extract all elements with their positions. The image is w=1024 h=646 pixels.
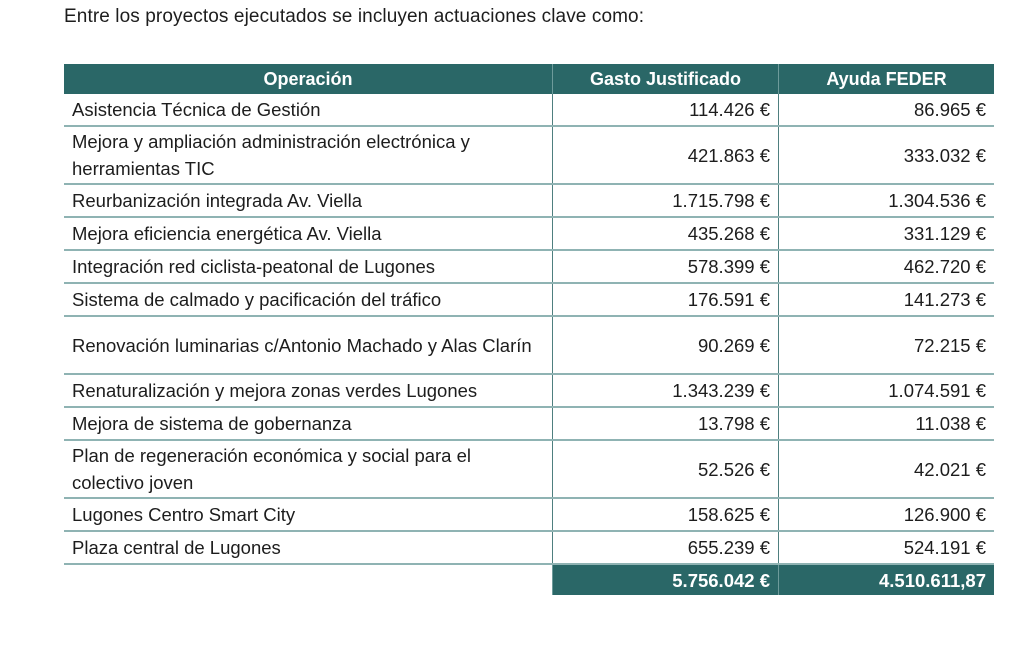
gasto-cell: 1.715.798 € [553, 184, 779, 217]
table-body [64, 94, 994, 595]
intro-text: Entre los proyectos ejecutados se incluyen actuaciones clave como: [64, 6, 645, 27]
ayuda-cell: 42.021 € [779, 440, 995, 498]
table-row [64, 94, 994, 126]
table-row [64, 283, 994, 316]
operacion-cell: Renovación luminarias c/Antonio Machado y Alas Clarín [64, 316, 553, 374]
table-row [64, 126, 994, 184]
table-header-row [64, 64, 994, 94]
operacion-cell: Reurbanización integrada Av. Viella [64, 184, 553, 217]
header-gasto-justificado: Gasto Justificado [553, 64, 779, 94]
operacion-cell: Lugones Centro Smart City [64, 498, 553, 531]
header-ayuda-feder: Ayuda FEDER [779, 64, 995, 94]
table-row [64, 498, 994, 531]
total-label-blank [64, 564, 553, 595]
gasto-cell: 13.798 € [553, 407, 779, 440]
gasto-cell: 114.426 € [553, 94, 779, 126]
ayuda-cell: 86.965 € [779, 94, 995, 126]
gasto-cell: 176.591 € [553, 283, 779, 316]
ayuda-cell: 141.273 € [779, 283, 995, 316]
operacion-cell: Mejora eficiencia energética Av. Viella [64, 217, 553, 250]
table-row [64, 184, 994, 217]
ayuda-cell: 462.720 € [779, 250, 995, 283]
operacion-cell: Renaturalización y mejora zonas verdes Lugones [64, 374, 553, 407]
operacion-cell: Integración red ciclista-peatonal de Lugones [64, 250, 553, 283]
gasto-cell: 90.269 € [553, 316, 779, 374]
ayuda-cell: 72.215 € [779, 316, 995, 374]
ayuda-cell: 524.191 € [779, 531, 995, 564]
ayuda-cell: 11.038 € [779, 407, 995, 440]
gasto-cell: 1.343.239 € [553, 374, 779, 407]
table-row [64, 440, 994, 498]
gasto-cell: 655.239 € [553, 531, 779, 564]
operacion-cell: Mejora y ampliación administración electrónica y herramientas TIC [64, 126, 553, 184]
total-ayuda: 4.510.611,87 [779, 564, 995, 595]
operacion-cell: Sistema de calmado y pacificación del tráfico [64, 283, 553, 316]
operacion-cell: Mejora de sistema de gobernanza [64, 407, 553, 440]
table-row [64, 316, 994, 374]
ayuda-cell: 331.129 € [779, 217, 995, 250]
gasto-cell: 435.268 € [553, 217, 779, 250]
table-row [64, 407, 994, 440]
header-operacion: Operación [64, 64, 553, 94]
table-row [64, 250, 994, 283]
total-row [64, 564, 994, 595]
table-row [64, 374, 994, 407]
table-row [64, 531, 994, 564]
total-gasto: 5.756.042 € [553, 564, 779, 595]
operations-table [64, 64, 994, 595]
gasto-cell: 158.625 € [553, 498, 779, 531]
gasto-cell: 578.399 € [553, 250, 779, 283]
ayuda-cell: 1.074.591 € [779, 374, 995, 407]
operacion-cell: Plan de regeneración económica y social para el colectivo joven [64, 440, 553, 498]
table-row [64, 217, 994, 250]
ayuda-cell: 1.304.536 € [779, 184, 995, 217]
operacion-cell: Asistencia Técnica de Gestión [64, 94, 553, 126]
operacion-cell: Plaza central de Lugones [64, 531, 553, 564]
ayuda-cell: 333.032 € [779, 126, 995, 184]
ayuda-cell: 126.900 € [779, 498, 995, 531]
gasto-cell: 52.526 € [553, 440, 779, 498]
gasto-cell: 421.863 € [553, 126, 779, 184]
